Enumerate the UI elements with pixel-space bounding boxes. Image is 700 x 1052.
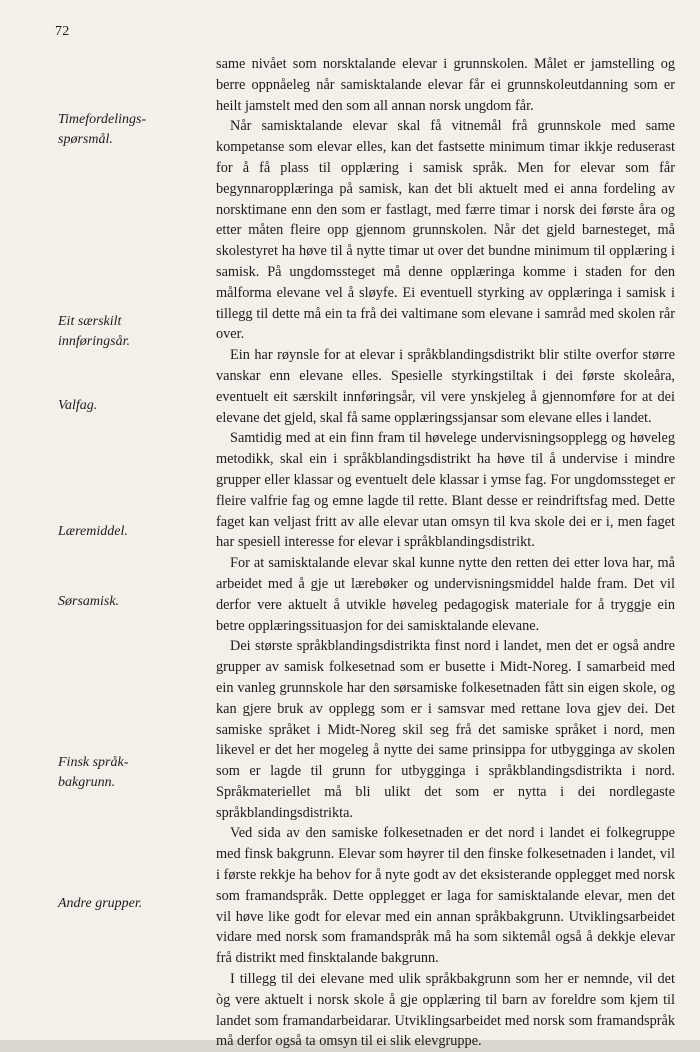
paragraph-innforingsar: Ein har røynsle for at elevar i språkblandingsdistrikt blir stilte overfor større vanskar enn elevane elles. Spesielle styrkingstiltak i dei første skoleåra, eventuelt eit særskilt innføringsår, vil vere ynskjeleg å gjennomføre for at dei elevane det gjeld, skal få same opplæringssjansar som elevane elles i landet. <box>216 347 675 426</box>
margin-note-text: Valfag. <box>58 398 98 413</box>
paragraph-continuation: same nivået som norsktalande elevar i grunnskolen. Målet er jamstelling og berre oppnåeleg når samisktalande elevar får ei grunnskoleutdanning som er heilt jamstelt med den som all annan norsk ungdom får. <box>216 56 675 114</box>
margin-note-text: Læremiddel. <box>58 524 128 539</box>
margin-note-text: Finsk språk- bakgrunn. <box>58 755 129 790</box>
paragraph-timefordeling: Når samisktalande elevar skal få vitnemål frå grunnskole med same kompetanse som elevar elles, kan det fastsette minimum timar ikkje reduserast for å få plass til opplæring i samisk språk. Men for elevar som får begynnaropplæringa på samisk, kan det bli aktuelt med ei anna fordeling av norsktimane enn den som er fastlagt, med færre timar i norsk dei første åra og etter måten fleire opp gjennom grunnskolen. Når det gjeld barnesteget, må skolestyret ha høve til å nytte timar ut over det bundne minimum til opplæring i samisk. På ungdomssteget må denne opplæringa komme i staden for den målforma elevane vel å sløyfe. Ei eventuell styrking av opplæringa i samisk i tillegg til dette må ein ta frå dei valtimane som elevane i samråd med skolen rår over. <box>216 118 675 343</box>
margin-note-sorsamisk <box>58 592 198 612</box>
margin-note-andre-grupper <box>58 894 198 914</box>
margin-note-valfag <box>58 396 198 416</box>
margin-note-finsk <box>58 753 198 793</box>
margin-note-innforingsar <box>58 312 198 352</box>
paragraph-finsk: Ved sida av den samiske folkesetnaden er det nord i landet ei folkegruppe med finsk bakgrunn. Elevar som høyrer til den finske folkesetnaden i landet, vil i første rekkje ha behov for å nyte godt av det eksisterande opplegget med norsk som framandspråk. Dette opplegget er laga for samisktalande elevar, men det vil høve like godt for elevar med ein annan språkbakgrunn. Utviklingsarbeidet vidare med norsk som framandspråk må ha som siktemål også å dekkje elevar frå distrikt med finsktalande bakgrunn. <box>216 825 675 967</box>
margin-note-laeremiddel <box>58 522 198 542</box>
page-number: 72 <box>55 24 70 39</box>
margin-note-timefordeling <box>58 110 198 150</box>
margin-note-text: Andre grupper. <box>58 896 143 911</box>
margin-note-text: Timefordelings- spørsmål. <box>58 112 147 147</box>
paragraph-valfag: Samtidig med at ein finn fram til høvelege undervisningsopplegg og høveleg metodikk, skal ein i språkblandingsdistrikt ha høve til å undervise i mindre grupper eller klassar og eventuelt dele klassar i ymse fag. For ungdomssteget er fleire valfrie fag og emne lagde til rette. Blant desse er reindriftsfag med. Dette faget kan veljast fritt av alle elevar utan omsyn til kva skole dei er i, men faget har spesiell interesse for elevar i språkblandingsdistrikt. <box>216 430 675 551</box>
margin-note-text: Sørsamisk. <box>58 594 120 609</box>
paragraph-laeremiddel: For at samisktalande elevar skal kunne nytte den retten dei etter lova har, må arbeidet med å gje ut lærebøker og undervisningsmiddel halde fram. Det vil derfor vere aktuelt å utvikle høveleg pedagogisk materiale for å tryggje ein betre opplæringssituasjon for dei samisktalande elevane. <box>216 555 675 634</box>
margin-note-text: Eit særskilt innføringsår. <box>58 314 130 349</box>
paragraph-sorsamisk: Dei største språkblandingsdistrikta finst nord i landet, men det er også andre grupper av samisk folkesetnad som er busette i Midt-Noreg. I samarbeid med ein vanleg grunnskole har den sørsamiske folkesetnaden fått sin eigen skole, og kan gjere bruk av opplegg som er i samsvar med rettane lova gjev dei. Det samiske språket i Midt-Noreg skil seg frå det samiske språket i nord, men likevel er det her mogeleg å nytte dei same prinsippa for utbygginga av skolen som er lagde til grunn for utbygginga i språkblandingsdistrikta i nord. Språkmateriellet må bli ulikt det som er nytta i dei nordlegaste språkblandingsdistrikta. <box>216 638 675 821</box>
paragraph-andre-grupper: I tillegg til dei elevane med ulik språkbakgrunn som her er nemnde, vil det òg vere aktuelt i norsk skole å gje opplæring til barn av foreldre som kjem til landet som framandarbeidarar. Utviklingsarbeidet med norsk som framandspråk må derfor også ta omsyn til ei slik elevgruppe. <box>216 971 675 1050</box>
body-text <box>216 54 675 1052</box>
